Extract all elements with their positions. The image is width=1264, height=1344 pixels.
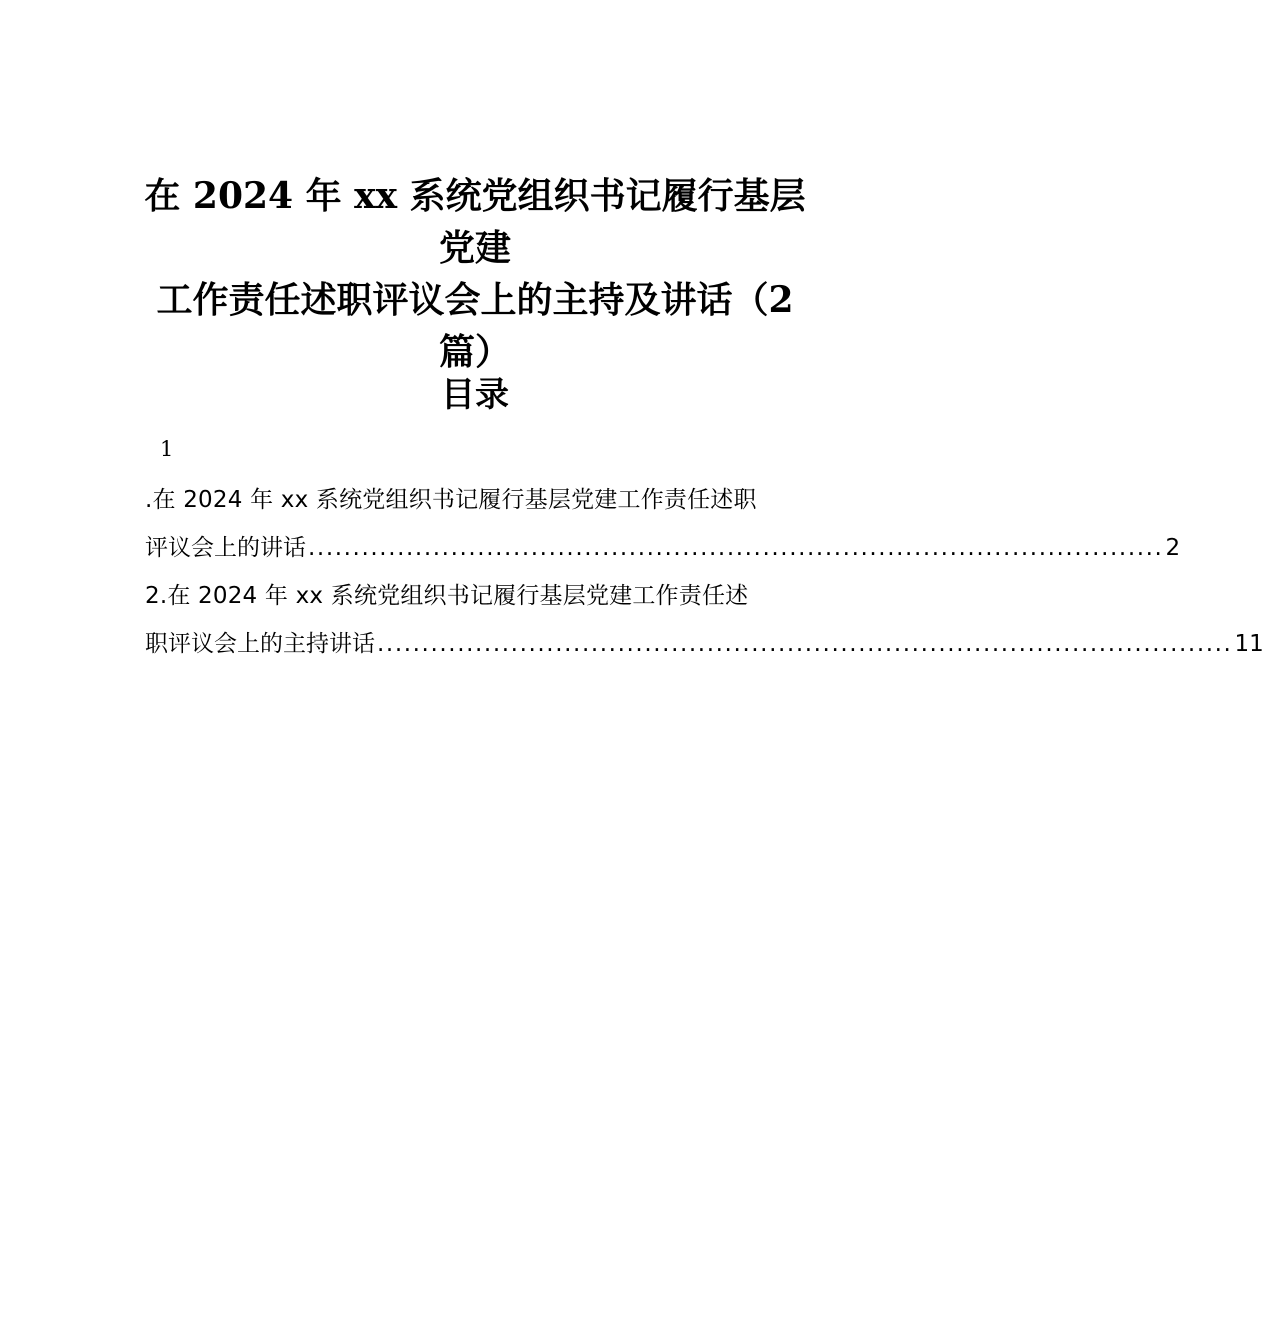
toc-entry-2[interactable]	[145, 572, 1264, 668]
table-of-contents	[145, 476, 1264, 668]
document-title	[140, 170, 810, 378]
toc-stray-number: 1	[160, 437, 174, 461]
toc-entry-1-title-line-2	[145, 524, 1181, 572]
toc-entry-1-leader-dots: ................................................................................................	[308, 535, 1164, 561]
toc-entry-2-title-line-1: 2.在 2024 年 xx 系统党组织书记履行基层党建工作责任述	[145, 583, 749, 609]
toc-entry-1-title-end: 评议会上的讲话	[145, 535, 306, 561]
toc-entry-2-page-number: 11	[1234, 631, 1264, 657]
title-line-1: 在 2024 年 xx 系统党组织书记履行基层党建	[144, 175, 806, 269]
toc-entry-1-page-number: 2	[1165, 535, 1181, 561]
title-line-2: 工作责任述职评议会上的主持及讲话（2	[156, 279, 794, 321]
title-line-3: 篇）	[438, 331, 511, 373]
toc-entry-1[interactable]	[145, 476, 1181, 572]
toc-entry-2-title-line-2	[145, 620, 1264, 668]
toc-entry-2-title-end: 职评议会上的主持讲话	[145, 631, 375, 657]
toc-heading: 目录	[441, 375, 509, 415]
toc-entry-2-leader-dots: ................................................................................................	[377, 631, 1233, 657]
toc-entry-1-title-line-1: .在 2024 年 xx 系统党组织书记履行基层党建工作责任述职	[145, 487, 757, 513]
